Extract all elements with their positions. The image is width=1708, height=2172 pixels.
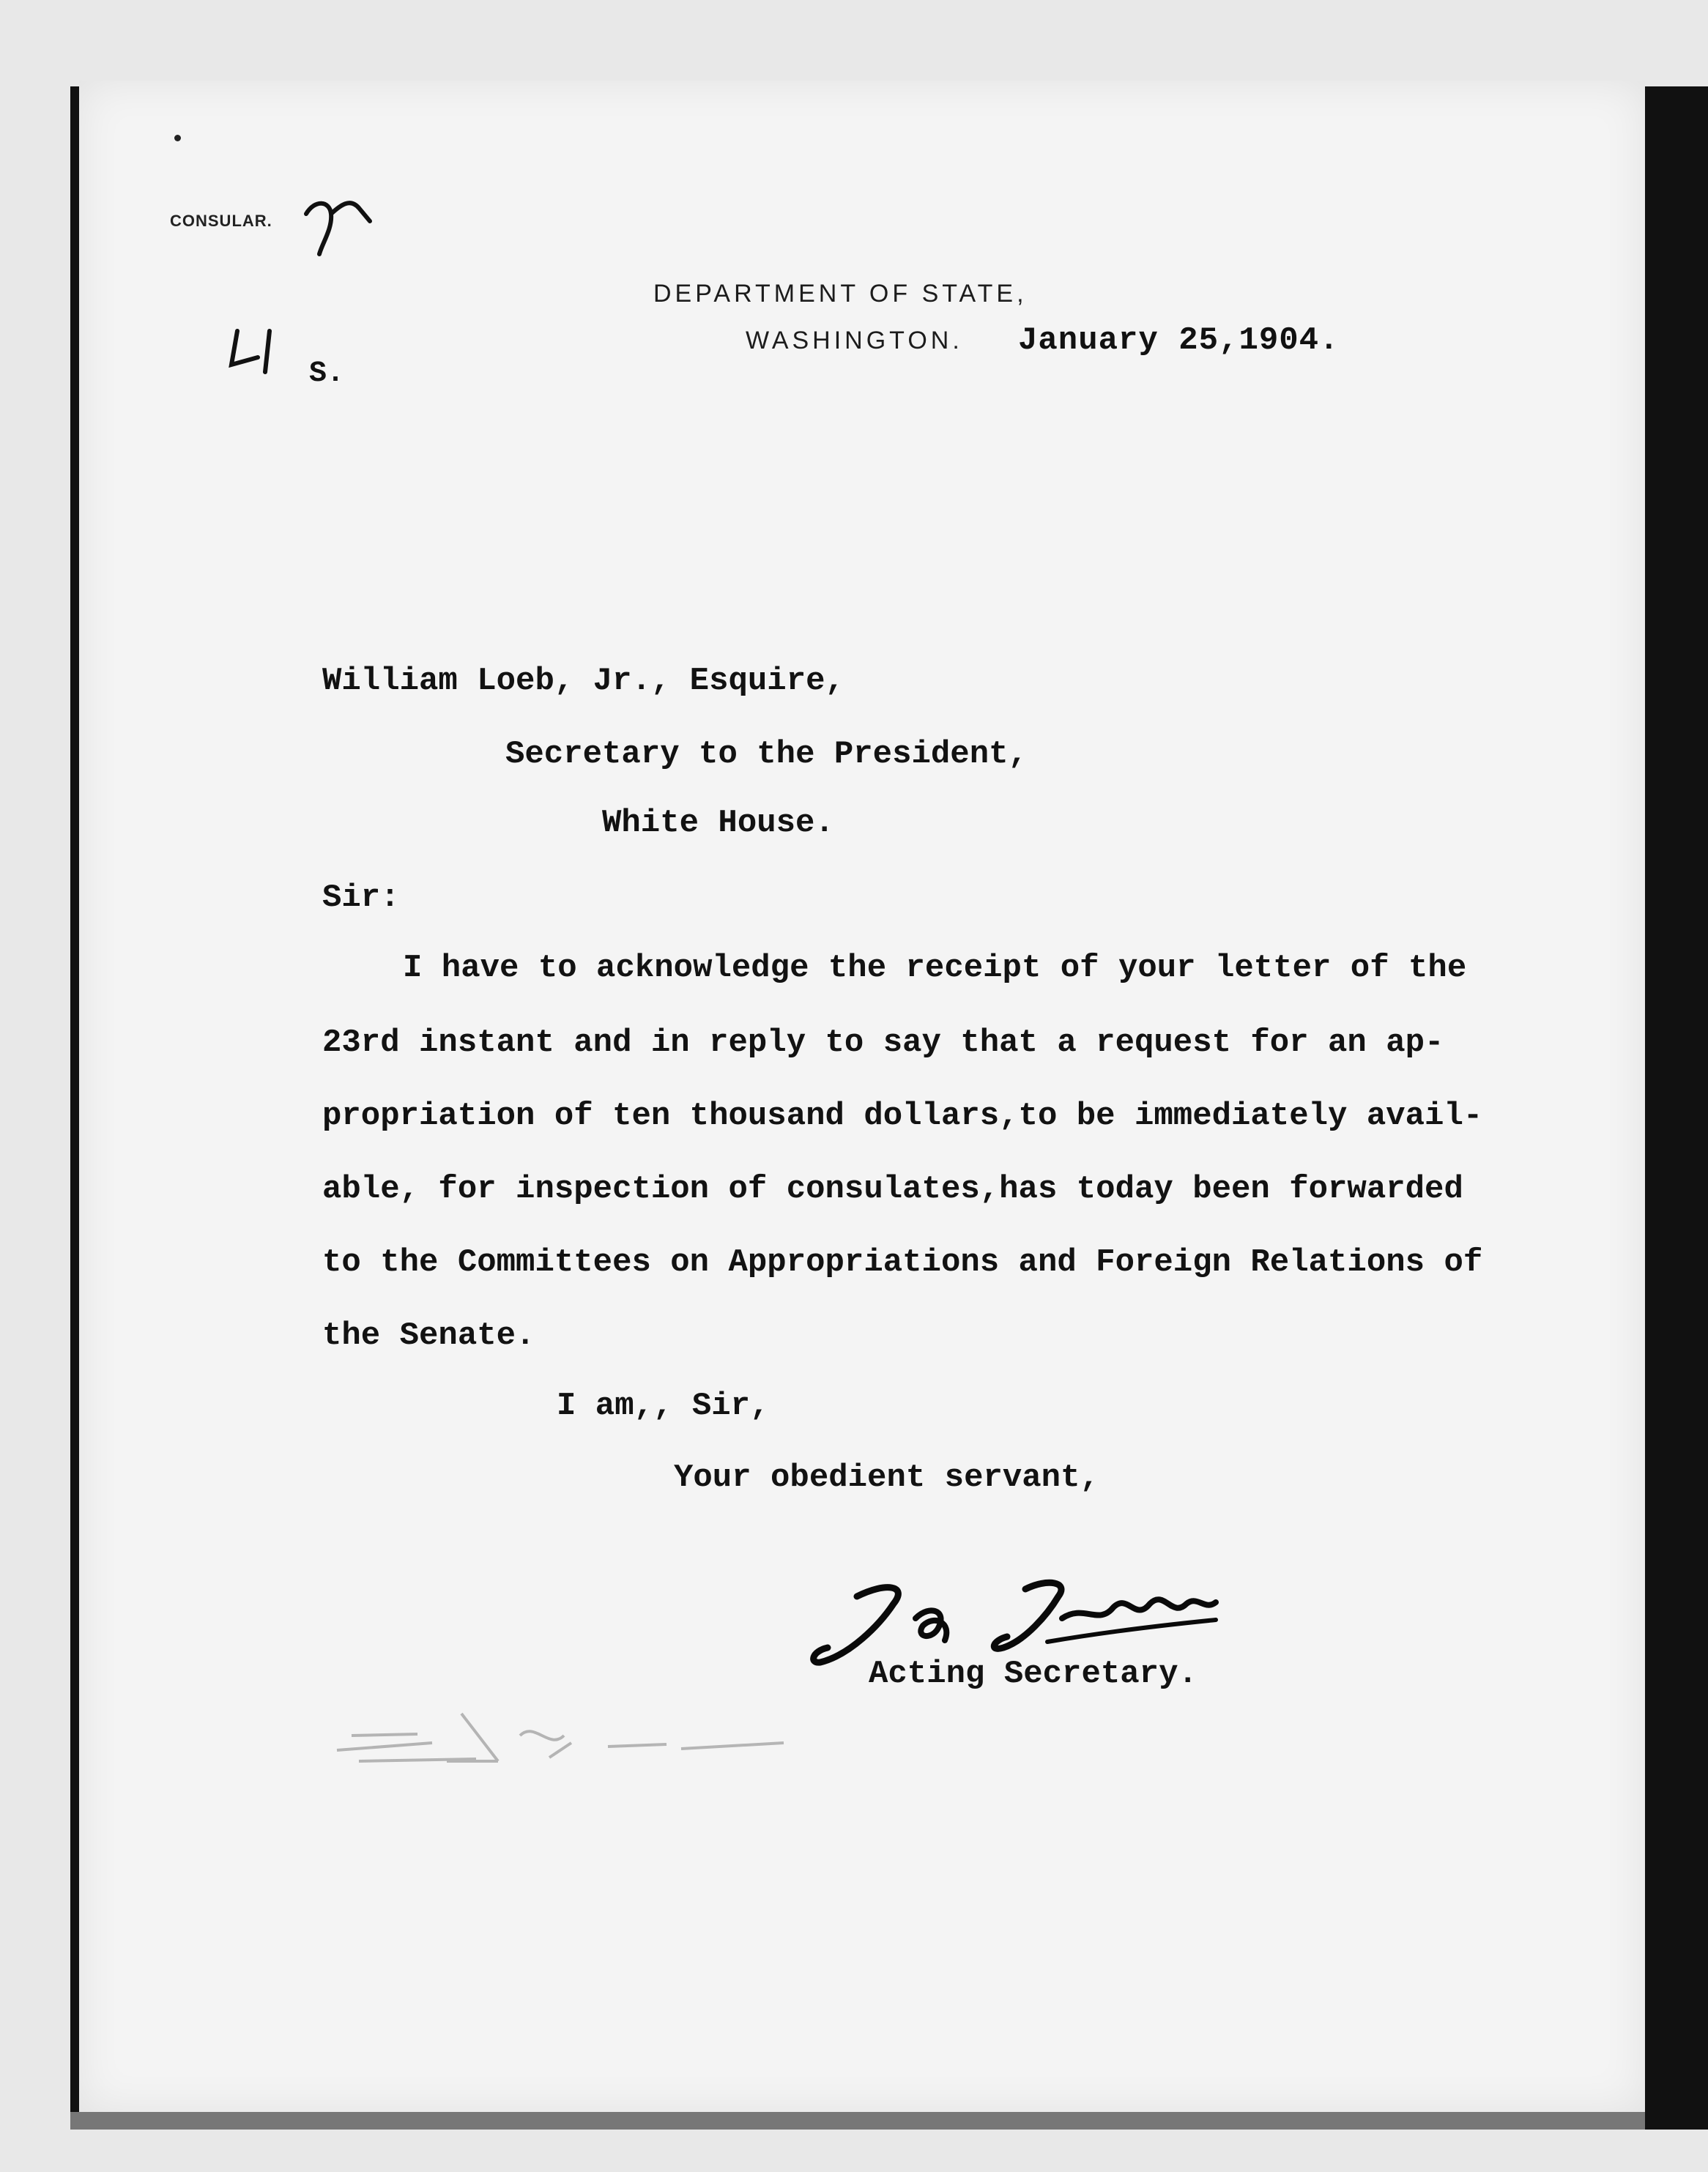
body-line: propriation of ten thousand dollars,to be immediately avail- (322, 1098, 1483, 1134)
handwritten-mark-left (229, 327, 294, 378)
faded-stamp-mark (330, 1692, 857, 1779)
addressee-place: White House. (602, 805, 834, 841)
file-mark: S. (309, 357, 345, 390)
body-line: able, for inspection of consulates,has today been forwarded (322, 1171, 1463, 1208)
sheet-bottom-edge (70, 2112, 1645, 2130)
body-line: the Senate. (322, 1317, 535, 1354)
city-heading: WASHINGTON. (746, 327, 963, 354)
body-line: I have to acknowledge the receipt of your letter of the (403, 950, 1467, 986)
signature-title: Acting Secretary. (869, 1656, 1198, 1692)
body-line: to the Committees on Appropriations and Foreign Relations of (322, 1244, 1483, 1281)
addressee-name: William Loeb, Jr., Esquire, (322, 663, 844, 699)
salutation: Sir: (322, 879, 400, 916)
addressee-title: Secretary to the President, (505, 736, 1028, 773)
department-heading: DEPARTMENT OF STATE, (653, 280, 1028, 308)
closing-line: Your obedient servant, (674, 1459, 1099, 1496)
consular-label: CONSULAR. (170, 212, 272, 230)
body-line: 23rd instant and in reply to say that a request for an ap- (322, 1024, 1444, 1061)
ink-dot (174, 135, 181, 141)
closing-line: I am,, Sir, (557, 1388, 770, 1424)
letter-date: January 25,1904. (1018, 322, 1340, 359)
handwritten-mark-top (300, 192, 381, 258)
